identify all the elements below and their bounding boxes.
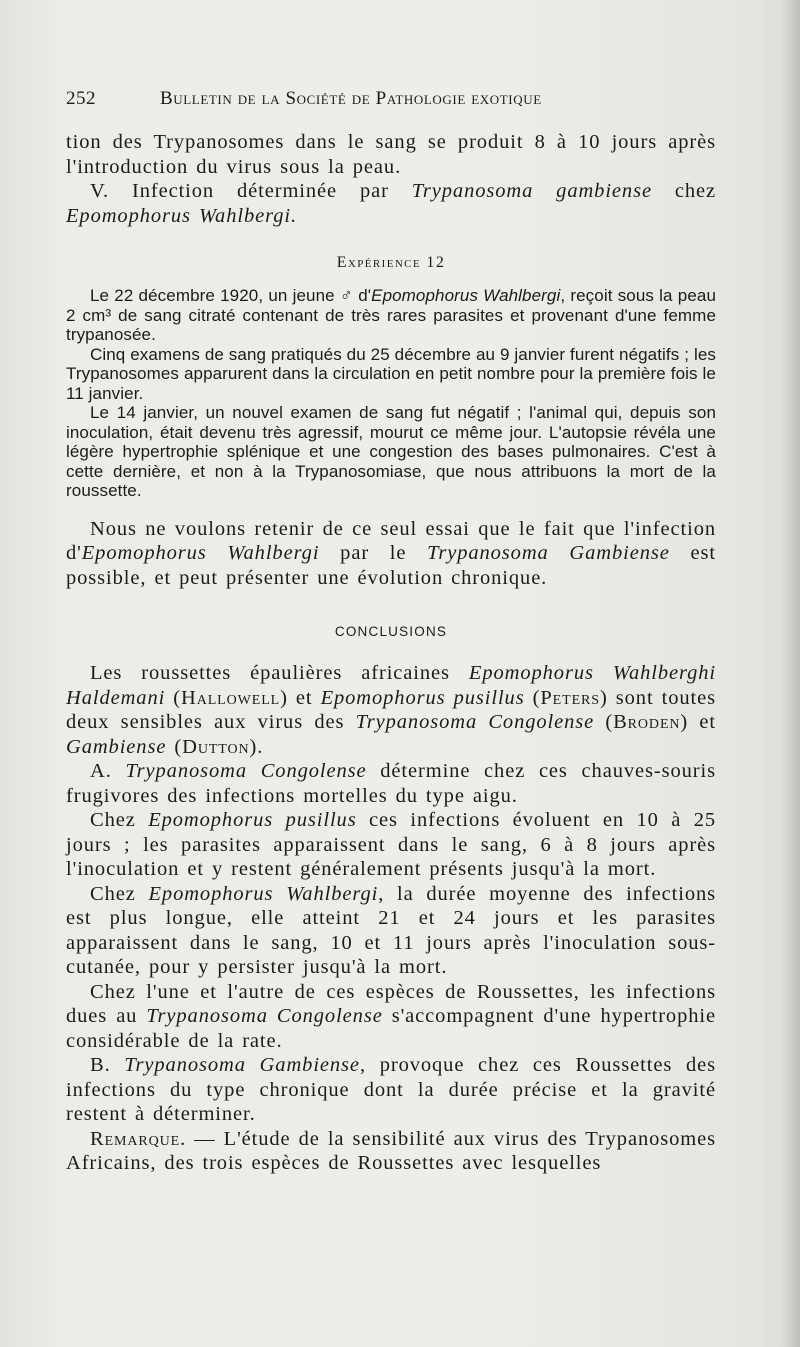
- species-name: Trypanosoma gambiense: [411, 180, 652, 202]
- species-name: Epomophorus Wahlbergi: [371, 286, 561, 305]
- text-run: par le: [319, 542, 428, 564]
- experiment-paragraph: Cinq examens de sang pratiqués du 25 décembre au 9 janvier furent négatifs ; les Trypanosomes apparurent dans la circulation en petit nombre pour la première fois le 11 janvier.: [66, 344, 716, 403]
- text-run: , reçoit sous la peau 2 cm³ de sang citraté contenant de très rares parasites et provenant d'une femme trypanosée.: [66, 286, 716, 344]
- paragraph: [66, 661, 716, 759]
- species-name: Trypanosoma Congolense: [146, 1005, 383, 1027]
- species-name: Epomophorus Wahlbergi.: [66, 204, 297, 227]
- experiment-title: Expérience 12: [336, 254, 446, 271]
- paragraph: [66, 980, 716, 1054]
- text-run: , provoque chez ces Roussettes des infections du type chronique dont la durée précise et la gravité restent à déterminer.: [66, 1054, 716, 1125]
- paragraph: [66, 1053, 716, 1127]
- text-run: (: [166, 735, 183, 758]
- page-edge-shadow: [782, 0, 800, 1347]
- text-run: ).: [249, 735, 264, 758]
- text-run: Le 22 décembre 1920, un jeune ♂ d': [90, 286, 372, 305]
- species-name: Trypanosoma Congolense: [355, 711, 595, 733]
- author-name: Hallowell: [181, 686, 281, 709]
- species-name: Epomophorus pusillus: [320, 686, 525, 709]
- text-run: ) et: [280, 686, 321, 709]
- paragraph-remark: [66, 1127, 716, 1176]
- species-name: Trypanosoma Congolense: [125, 760, 367, 782]
- text-run: Les roussettes épaulières africaines: [90, 662, 469, 684]
- text-run: s'accompagnent d'une hypertrophie considérable de la rate.: [66, 1005, 716, 1052]
- species-name: Epomophorus Wahlberghi Haldemani: [66, 662, 717, 709]
- text-run: (: [594, 711, 614, 733]
- text-run: Chez: [90, 809, 149, 831]
- text-run: détermine chez ces chauves-souris frugivores des infections mortelles du type aigu.: [66, 760, 716, 807]
- author-name: Dutton: [182, 735, 250, 758]
- text-run: est possible, et peut présenter une évolution chronique.: [66, 542, 716, 589]
- paragraph: [66, 808, 716, 882]
- text-run: Nous ne voulons retenir de ce seul essai que le fait que l'infection d': [66, 517, 716, 564]
- species-name: Epomophorus Wahlbergi: [81, 542, 320, 564]
- experiment-paragraph: Le 14 janvier, un nouvel examen de sang fut négatif ; l'animal qui, depuis son inoculation, était devenu très agressif, mourut ce même jour. L'autopsie révéla une légère hypertrophie splénique et une congestion des bases pulmonaires. C'est à cette dernière, et non à la Trypanosomiase, que nous attribuons la mort de la roussette.: [66, 403, 716, 500]
- text-run: A.: [90, 760, 126, 782]
- text-run: (: [165, 686, 181, 709]
- text-run: ) et: [680, 711, 716, 733]
- text-run: tion des Trypanosomes dans le sang se produit 8 à 10 jours après l'introduction du virus sous la peau.: [66, 131, 716, 178]
- text-run: V. Infection déterminée par: [90, 180, 412, 202]
- text-run: Chez: [90, 882, 149, 905]
- species-name: Epomophorus Wahlbergi: [148, 882, 379, 905]
- text-run: (: [524, 686, 541, 709]
- text-run: ) sont toutes deux sensibles aux virus des: [66, 686, 716, 733]
- text-run: Chez l'une et l'autre de ces espèces de Roussettes, les infections dues au: [66, 980, 716, 1027]
- species-name: Gambiense: [66, 735, 167, 758]
- author-name: Broden: [613, 711, 681, 733]
- paragraph: [66, 759, 716, 808]
- species-name: Trypanosoma Gambiense: [427, 542, 670, 564]
- remark-label: Remarque.: [90, 1127, 187, 1150]
- running-head: Bulletin de la Société de Pathologie exotique: [160, 88, 542, 109]
- text-run: — L'étude de la sensibilité aux virus des Trypanosomes Africains, des trois espèces de Roussettes avec lesquelles: [66, 1127, 716, 1174]
- body-text: [66, 130, 716, 1176]
- species-name: Trypanosoma Gambiense: [124, 1054, 360, 1076]
- section-heading-v: [66, 179, 716, 228]
- text-run: B.: [90, 1054, 125, 1076]
- conclusions-title: CONCLUSIONS: [334, 624, 448, 639]
- text-run: ces infections évoluent en 10 à 25 jours ; les parasites apparaissent dans le sang, 6 à 8 jours après l'inoculation et y restent généralement présents jusqu'à la mort.: [66, 809, 717, 880]
- author-name: Peters: [540, 686, 600, 709]
- text-run: , la durée moyenne des infections est plus longue, elle atteint 21 et 24 jours et les parasites apparaissent dans le sang, 10 et 11 jours après l'inoculation sous-cutanée, pour y persister jusqu'à la mort.: [66, 882, 716, 978]
- experiment-paragraph: [66, 286, 716, 345]
- species-name: Epomophorus pusillus: [148, 809, 357, 831]
- paragraph: [66, 882, 716, 980]
- paragraph-continuation: [66, 130, 716, 179]
- page-number: 252: [66, 88, 96, 109]
- paragraph: [66, 517, 716, 591]
- text-run: chez: [651, 180, 717, 202]
